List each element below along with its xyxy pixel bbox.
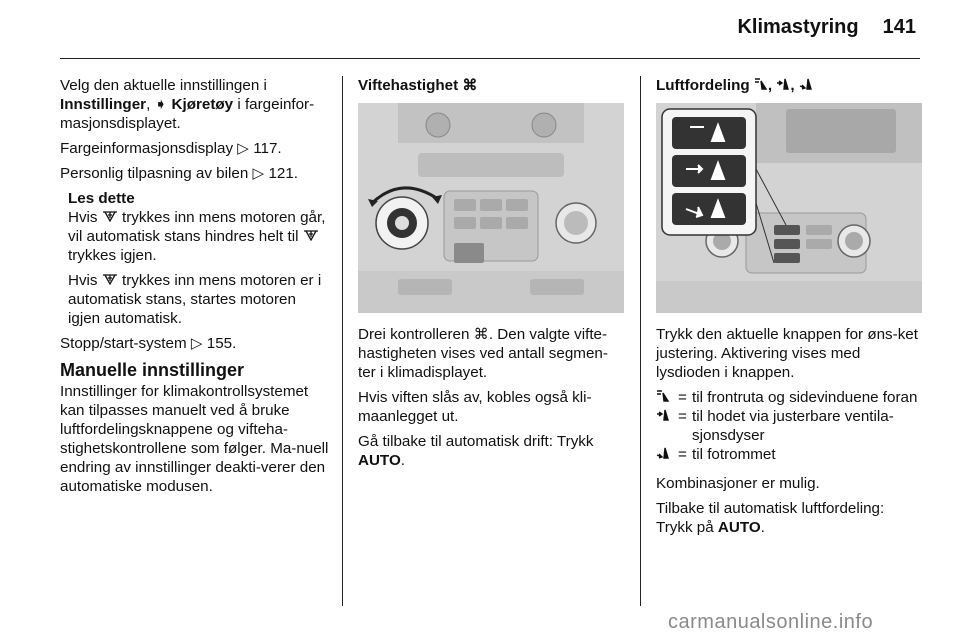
paragraph: Kombinasjoner er mulig. [656, 475, 820, 492]
list-item: = til hodet via justerbare ventila-sjonsdyser [656, 407, 922, 445]
page-ref-icon: ▷ [237, 140, 249, 157]
page-number: 141 [882, 16, 916, 38]
paragraph: Fargeinformasjonsdisplay ▷ 117. [60, 140, 282, 157]
paragraph: Trykk den aktuelle knappen for øns-ket justering. Aktivering vises med lysdioden i knappen. [656, 326, 918, 381]
head-airflow-icon [776, 76, 790, 95]
arrow-right-icon: ➧ [154, 96, 168, 113]
ac-button-icon [102, 271, 118, 290]
paragraph: Innstillinger for klimakontrollsystemet kan tilpasses manuelt ved å bruke luftfordelingsknappene og vifteha-stighetskontrollene som følger. Ma-nuell endring av innstillinger deakti-verer den automatiske modusen. [60, 383, 329, 495]
paragraph: Gå tilbake til automatisk drift: Trykk AUTO. [358, 433, 594, 469]
paragraph: Personlig tilpasning av bilen ▷ 121. [60, 165, 298, 182]
head-airflow-icon [656, 407, 678, 445]
ac-button-icon [102, 208, 118, 227]
paragraph: Trykk på AUTO. [656, 519, 765, 536]
watermark: carmanualsonline.info [668, 611, 874, 633]
header-rule [60, 58, 920, 59]
section-heading: Manuelle innstillinger [60, 360, 245, 380]
paragraph: Hvis viften slås av, kobles også kli-maanlegget ut. [358, 389, 592, 425]
note-paragraph: Hvis trykkes inn mens motoren er i automatisk stans, startes motoren igjen automatisk. [68, 272, 322, 327]
auto-label: AUTO [717, 519, 761, 536]
link-settings[interactable]: Innstillinger [60, 96, 147, 113]
page-ref-icon: ▷ [190, 335, 203, 352]
windscreen-airflow-icon [754, 76, 768, 95]
auto-label: AUTO [358, 452, 401, 469]
fan-control-illustration [358, 103, 624, 313]
paragraph: Tilbake til automatisk luftfordeling: [656, 500, 885, 517]
air-distribution-list [656, 388, 922, 464]
foot-airflow-icon [799, 76, 813, 95]
paragraph: Stopp/start-system ▷ 155. [60, 335, 237, 352]
page-ref[interactable]: 117. [253, 140, 282, 157]
column-1 [60, 76, 330, 502]
section-title: Klimastyring [737, 16, 859, 38]
page-header [737, 16, 916, 39]
column-2 [358, 76, 624, 476]
note-paragraph: Hvis trykkes inn mens motoren går, vil automatisk stans hindres helt til trykkes igjen. [68, 209, 326, 264]
column-3 [656, 76, 922, 543]
ac-button-icon [303, 227, 319, 246]
link-vehicle[interactable]: Kjøretøy [171, 96, 234, 113]
subheading-air-distribution: Luftfordeling , , [656, 76, 922, 95]
fan-icon: ⌘ [473, 326, 489, 343]
note-title: Les dette [68, 190, 135, 207]
paragraph: Drei kontrolleren ⌘. Den valgte vifte-hastigheten vises ved antall segmen-ter i klimadisplayet. [358, 326, 608, 381]
windscreen-airflow-icon [656, 388, 678, 407]
page-ref[interactable]: 155. [206, 335, 237, 352]
fan-icon: ⌘ [462, 77, 478, 94]
note-box [60, 189, 330, 328]
paragraph: Velg den aktuelle innstillingen i Innstillinger, ➧ Kjøretøy i fargeinfor-masjonsdisplayet. [60, 77, 315, 132]
list-item: = til fotrommet [656, 445, 922, 464]
list-item: = til frontruta og sidevinduene foran [656, 388, 922, 407]
column-divider [640, 76, 641, 606]
subheading-fan-speed: Viftehastighet ⌘ [358, 77, 478, 94]
page-ref[interactable]: 121. [268, 165, 298, 182]
page-ref-icon: ▷ [252, 165, 265, 182]
foot-airflow-icon [656, 445, 678, 464]
column-divider [342, 76, 343, 606]
air-distribution-illustration [656, 103, 922, 313]
